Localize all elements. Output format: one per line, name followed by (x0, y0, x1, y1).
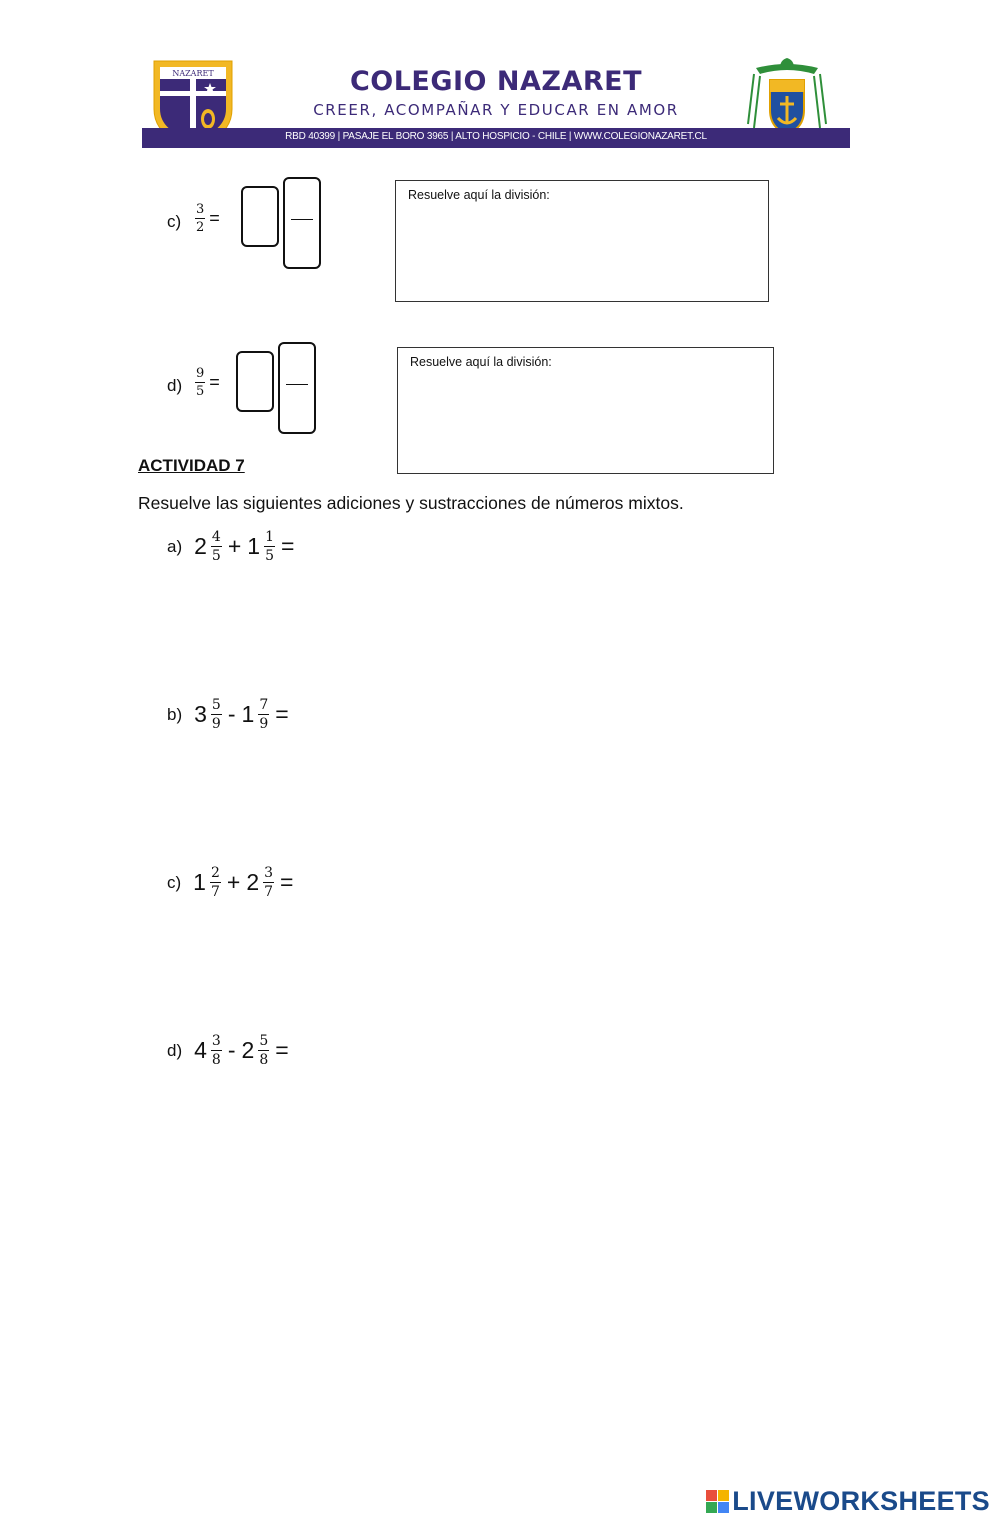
division-c-work-area[interactable] (395, 180, 769, 302)
fraction-answer-input[interactable] (283, 177, 321, 269)
activity-title: ACTIVIDAD 7 (138, 456, 245, 475)
whole-number: 4 (194, 1037, 207, 1063)
fraction-denominator: 5 (211, 548, 221, 564)
fraction-numerator: 1 (265, 529, 274, 545)
division-c-label: c) (167, 212, 182, 231)
liveworksheets-brand: LIVEWORKSHEETS (732, 1486, 990, 1516)
fraction-denominator: 5 (196, 384, 205, 399)
fraction-bar (286, 384, 308, 385)
whole-number: 1 (193, 869, 206, 895)
mixed-exercise-a (167, 530, 300, 563)
equals-sign: = (209, 372, 220, 392)
fraction-denominator: 7 (210, 884, 220, 900)
fraction-numerator: 5 (211, 697, 221, 713)
division-d-label: d) (167, 376, 183, 395)
exercise-label: a) (167, 536, 183, 556)
fraction-answer-input[interactable] (278, 342, 316, 434)
fraction-numerator: 3 (196, 202, 205, 217)
fraction-denominator: 7 (264, 884, 274, 900)
whole-number: 1 (247, 533, 261, 559)
liveworksheets-logo (706, 1486, 990, 1517)
fraction-numerator: 3 (264, 865, 274, 881)
school-header (140, 52, 852, 152)
fraction-denominator: 9 (211, 716, 221, 732)
school-title: COLEGIO NAZARET (349, 66, 643, 97)
header-info-text: RBD 40399 | PASAJE EL BORO 3965 | ALTO HOSPICIO - CHILE | WWW.COLEGIONAZARET.CL (285, 131, 707, 142)
exercise-label: b) (167, 704, 183, 724)
operator: - (227, 1037, 236, 1063)
fraction-numerator: 3 (211, 1033, 221, 1049)
exercise-label: c) (167, 872, 182, 892)
fraction-denominator: 2 (196, 220, 205, 235)
equals-sign: = (280, 869, 294, 895)
whole-number: 3 (194, 701, 207, 727)
mixed-exercise-d (167, 1034, 295, 1067)
whole-number-input[interactable] (241, 186, 279, 247)
equals-sign: = (275, 1037, 289, 1063)
fraction-denominator: 8 (211, 1052, 221, 1068)
division-d-fraction (195, 367, 220, 398)
division-d-work-area[interactable] (397, 347, 774, 474)
fraction-numerator: 9 (196, 366, 205, 381)
operator: - (227, 701, 236, 727)
fraction-denominator: 5 (265, 548, 274, 564)
activity-instruction: Resuelve las siguientes adiciones y sustracciones de números mixtos. (138, 493, 684, 513)
equals-sign: = (209, 208, 220, 228)
fraction-numerator: 2 (210, 865, 220, 881)
mixed-exercise-b (167, 698, 295, 731)
work-area-label: Resuelve aquí la división: (410, 355, 552, 369)
school-motto: CREER, ACOMPAÑAR Y EDUCAR EN AMOR (313, 101, 679, 119)
whole-number: 2 (194, 533, 207, 559)
exercise-label: d) (167, 1040, 183, 1060)
division-c-fraction (195, 203, 220, 234)
whole-number: 2 (246, 869, 260, 895)
equals-sign: = (275, 701, 289, 727)
operator: + (227, 533, 242, 559)
whole-number: 2 (241, 1037, 255, 1063)
fraction-denominator: 8 (259, 1052, 269, 1068)
liveworksheets-icon (706, 1490, 729, 1513)
equals-sign: = (281, 533, 295, 559)
whole-number: 1 (241, 701, 255, 727)
operator: + (226, 869, 241, 895)
svg-text:NAZARET: NAZARET (172, 69, 214, 78)
work-area-label: Resuelve aquí la división: (408, 188, 550, 202)
whole-number-input[interactable] (236, 351, 274, 412)
fraction-numerator: 4 (211, 529, 221, 545)
fraction-bar (291, 219, 313, 220)
fraction-numerator: 7 (259, 697, 269, 713)
header-info-bar (142, 128, 850, 148)
fraction-numerator: 5 (259, 1033, 269, 1049)
mixed-exercise-c (167, 866, 299, 899)
fraction-denominator: 9 (259, 716, 269, 732)
